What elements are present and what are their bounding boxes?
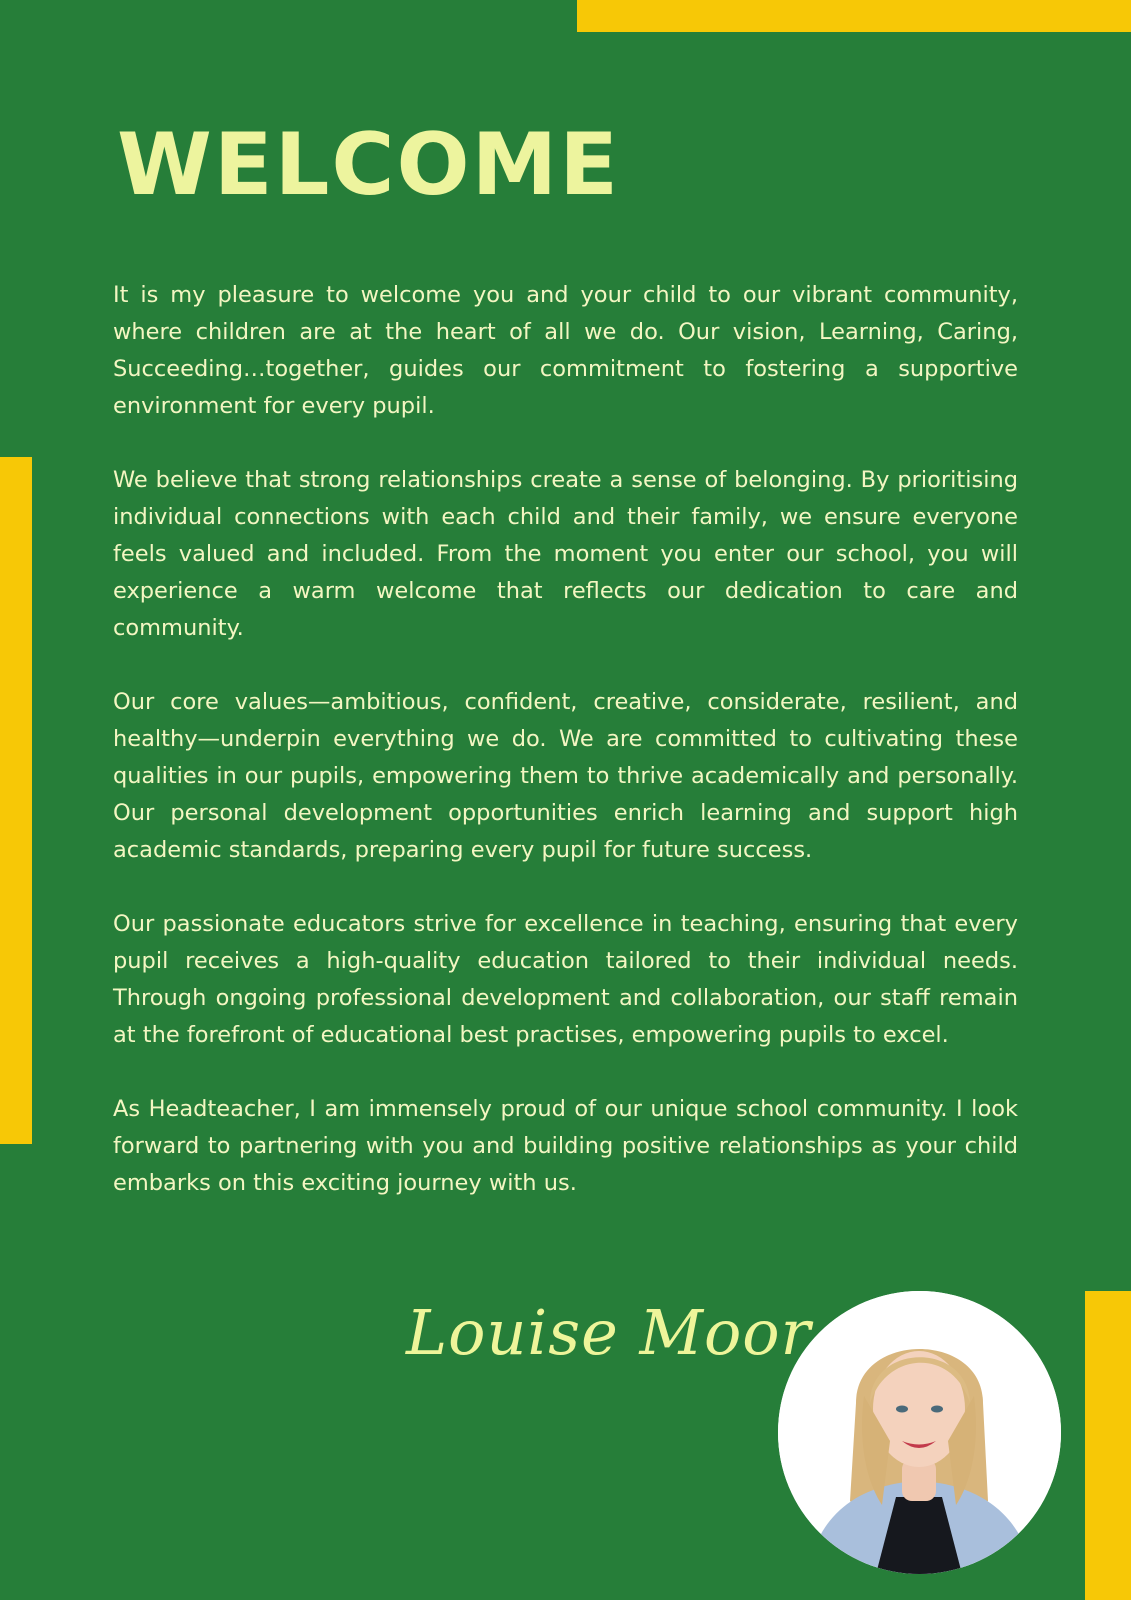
left-accent-bar	[0, 457, 32, 1144]
top-accent-bar	[577, 0, 1131, 32]
paragraph: As Headteacher, I am immensely proud of our unique school community. I look forward to partnering with you and building positive relationships as your child embarks on this exciting journey with us.	[113, 1096, 1018, 1196]
paragraph: Our core values—ambitious, confident, creative, considerate, resilient, and healthy—underpin everything we do. We are committed to cultivating these qualities in our pupils, empowering them to thrive academically and personally. Our personal development opportunities enrich learning and support high academic standards, preparing every pupil for future success.	[113, 689, 1018, 863]
headteacher-signature: Louise Moor	[406, 1296, 812, 1369]
paragraph: We believe that strong relationships create a sense of belonging. By prioritising individual connections with each child and their family, we ensure everyone feels valued and included. From the moment you enter our school, you will experience a warm welcome that reflects our dedication to care and community.	[113, 467, 1018, 641]
page-title: WELCOME	[117, 115, 620, 215]
portrait-illustration	[778, 1291, 1061, 1574]
right-accent-bar	[1085, 1291, 1131, 1600]
paragraph: Our passionate educators strive for excellence in teaching, ensuring that every pupil receives a high-quality education tailored to their individual needs. Through ongoing professional development and collaboration, our staff remain at the forefront of educational best practises, empowering pupils to excel.	[113, 911, 1018, 1048]
welcome-letter-body	[113, 277, 1018, 1239]
headteacher-portrait	[778, 1291, 1061, 1574]
paragraph: It is my pleasure to welcome you and your child to our vibrant community, where children are at the heart of all we do. Our vision, Learning, Caring, Succeeding…together, guides our commitment to fostering a supportive environment for every pupil.	[113, 282, 1018, 419]
